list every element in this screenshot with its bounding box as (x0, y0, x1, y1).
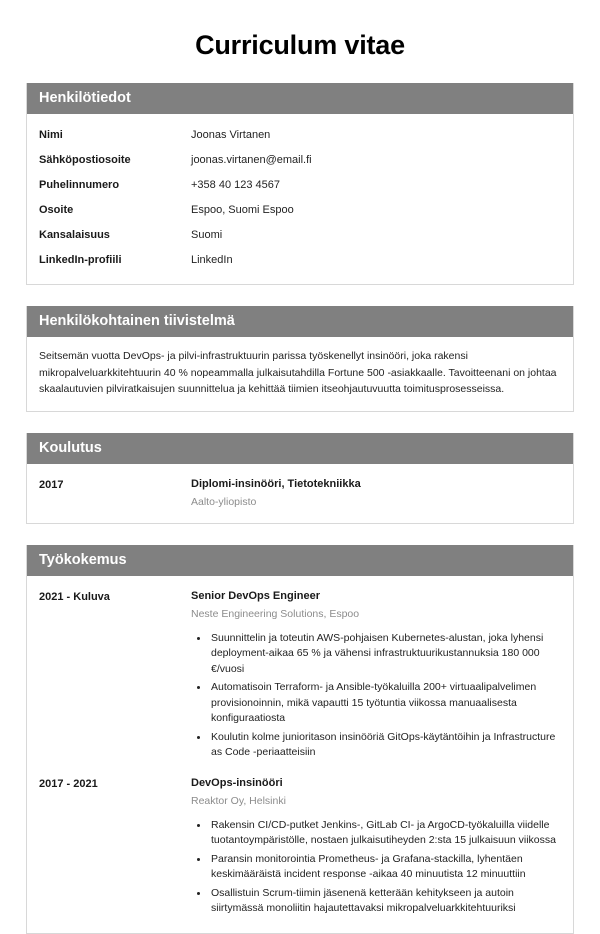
table-row (39, 248, 561, 273)
section-header-personal-summary: Henkilökohtainen tiivistelmä (27, 306, 573, 337)
entry-main (191, 589, 561, 764)
entry-bullet-list (191, 818, 561, 917)
list-item: • Paransin monitorointia Prometheus- ja Grafana-stackilla, lyhentäen keskimääräistä incident response -aikaa 40 minuutista 12 minuuttiin (209, 852, 561, 883)
info-value: +358 40 123 4567 (191, 179, 281, 191)
section-body-personal-summary (27, 337, 573, 411)
section-work-experience (26, 545, 574, 934)
entry-date: 2017 - 2021 (39, 777, 98, 790)
linkedin-profile-value[interactable]: LinkedIn (191, 254, 233, 266)
table-row (39, 173, 561, 198)
entry-subtitle: Reaktor Oy, Helsinki (191, 794, 286, 807)
section-personal-summary (26, 306, 574, 412)
section-education (26, 433, 574, 524)
experience-entry (39, 766, 561, 922)
list-item: • Rakensin CI/CD-putket Jenkins-, GitLab CI- ja ArgoCD-työkaluilla viidelle tuotantoympäristölle, nostaen julkaisutiheyden 2:sta 15 julkaisuun viikossa (209, 818, 561, 849)
info-value: joonas.virtanen@email.fi (191, 154, 312, 166)
entry-subtitle: Neste Engineering Solutions, Espoo (191, 607, 360, 620)
section-body-personal-details (27, 114, 573, 284)
list-item: • Koulutin kolme junioritason insinööriä GitOps-käytäntöihin ja Infrastructure as Code -periaatteisiin (209, 730, 561, 761)
personal-details-table (39, 123, 561, 273)
info-value: Suomi (191, 229, 223, 241)
entry-title: DevOps-insinööri (191, 776, 283, 789)
info-label: Kansalaisuus (39, 229, 110, 241)
entry-bullet-list (191, 631, 561, 761)
list-item: • Suunnittelin ja toteutin AWS-pohjaisen Kubernetes-alustan, joka lyhensi deployment-aikaa 65 % ja vähensi infrastruktuurikustannuksia 180 000 €/vuosi (209, 631, 561, 678)
entry-title: Senior DevOps Engineer (191, 589, 320, 602)
info-label: Puhelinnumero (39, 179, 120, 191)
section-personal-details (26, 83, 574, 285)
summary-paragraph: Seitsemän vuotta DevOps- ja pilvi-infrastruktuurin parissa työskenellyt insinööri, joka rakensi mikropalveluarkkitehtuurin 40 % nopeammalla julkaisutahdilla Fortune 500 -asiakkaalle. Tavoitteenani on johtaa skaalautuvien pilviratkaisujen suunnittelua ja kehittää tiimien itseohjautuvuutta toimitusprosesseissa. (39, 350, 557, 395)
entry-subtitle: Aalto-yliopisto (191, 495, 257, 508)
table-row (39, 198, 561, 223)
experience-entry (39, 585, 561, 766)
section-header-work-experience: Työkokemus (27, 545, 573, 576)
info-value: Joonas Virtanen (191, 129, 271, 141)
table-row (39, 148, 561, 173)
section-header-personal-details: Henkilötiedot (27, 83, 573, 114)
section-header-education: Koulutus (27, 433, 573, 464)
table-row (39, 223, 561, 248)
education-entry (39, 473, 561, 512)
info-label: Nimi (39, 129, 63, 141)
info-value: Espoo, Suomi Espoo (191, 204, 294, 216)
entry-main (191, 477, 561, 510)
section-body-work-experience (27, 576, 573, 933)
list-item: • Automatisoin Terraform- ja Ansible-työkaluilla 200+ virtuaalipalvelimen provisionoinnin, mikä vapautti 15 työtuntia viikossa manuaalisesta konfiguraatiosta (209, 680, 561, 727)
entry-title: Diplomi-insinööri, Tietotekniikka (191, 477, 361, 490)
info-label: Osoite (39, 204, 74, 216)
table-row (39, 123, 561, 148)
entry-date: 2017 (39, 478, 64, 491)
list-item: • Osallistuin Scrum-tiimin jäsenenä ketterään kehitykseen ja autoin siirtymässä monoliitin hajautettavaksi mikropalveluarkkitehtuuriksi (209, 886, 561, 917)
section-body-education (27, 464, 573, 523)
page-title: Curriculum vitae (195, 30, 405, 60)
info-label: Sähköpostiosoite (39, 154, 131, 166)
info-label: LinkedIn-profiili (39, 254, 122, 266)
entry-date: 2021 - Kuluva (39, 590, 110, 603)
